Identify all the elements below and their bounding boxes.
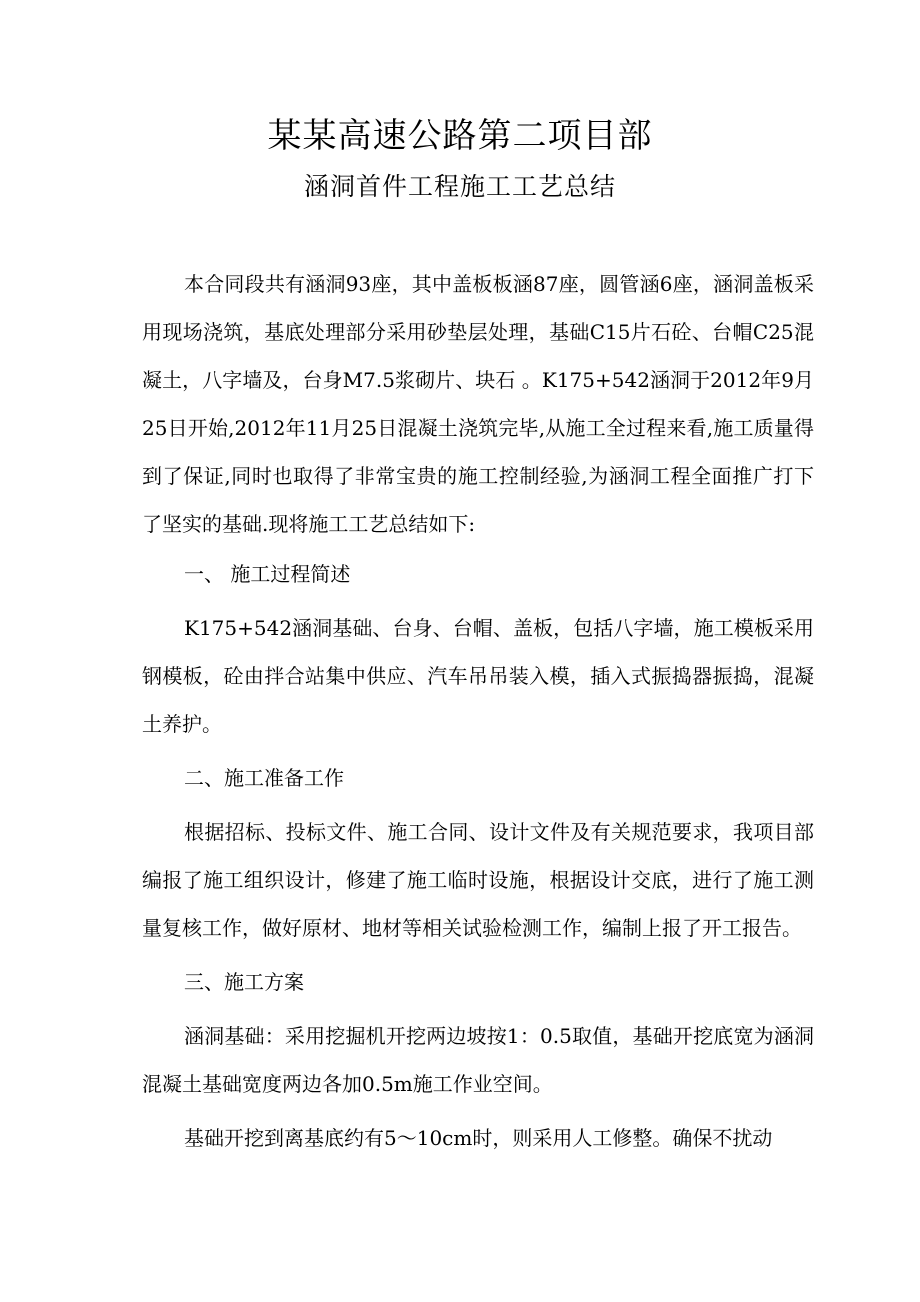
paragraph-intro: 本合同段共有涵洞93座，其中盖板板涵87座，圆管涵6座，涵洞盖板采用现场浇筑，基底处理部分采用砂垫层处理，基础C15片石砼、台帽C25混凝土，八字墙及，台身M7.5浆砌片、块石 。K175+542涵洞于2012年9月25日开始,2012年11月25日混凝土浇筑完毕,从施工全过程来看,施工质量得到了保证,同时也取得了非常宝贵的施工控制经验,为涵洞工程全面推广打下了坚实的基础.现将施工工艺总结如下:: [142, 272, 814, 536]
section-heading-1: 一、 施工过程简述: [184, 562, 351, 586]
section-heading-2: 二、施工准备工作: [184, 766, 344, 790]
paragraph-process: K175+542涵洞基础、台身、台帽、盖板，包括八字墙，施工模板采用钢模板，砼由拌合站集中供应、汽车吊吊装入模，插入式振捣器振捣，混凝土养护。: [142, 616, 814, 736]
paragraph-foundation: 涵洞基础：采用挖掘机开挖两边坡按1：0.5取值，基础开挖底宽为涵洞混凝土基础宽度两边各加0.5m施工作业空间。: [142, 1024, 814, 1096]
section-heading-3: 三、施工方案: [184, 970, 304, 994]
document-title: 某某高速公路第二项目部: [267, 116, 653, 156]
paragraph-excavation: 基础开挖到离基底约有5～10cm时，则采用人工修整。确保不扰动: [184, 1126, 773, 1150]
document-body: [142, 260, 814, 1162]
paragraph-preparation: 根据招标、投标文件、施工合同、设计文件及有关规范要求，我项目部编报了施工组织设计，修建了施工临时设施，根据设计交底，进行了施工测量复核工作，做好原材、地材等相关试验检测工作，编制上报了开工报告。: [142, 820, 814, 940]
document-subtitle: 涵洞首件工程施工工艺总结: [303, 172, 616, 201]
